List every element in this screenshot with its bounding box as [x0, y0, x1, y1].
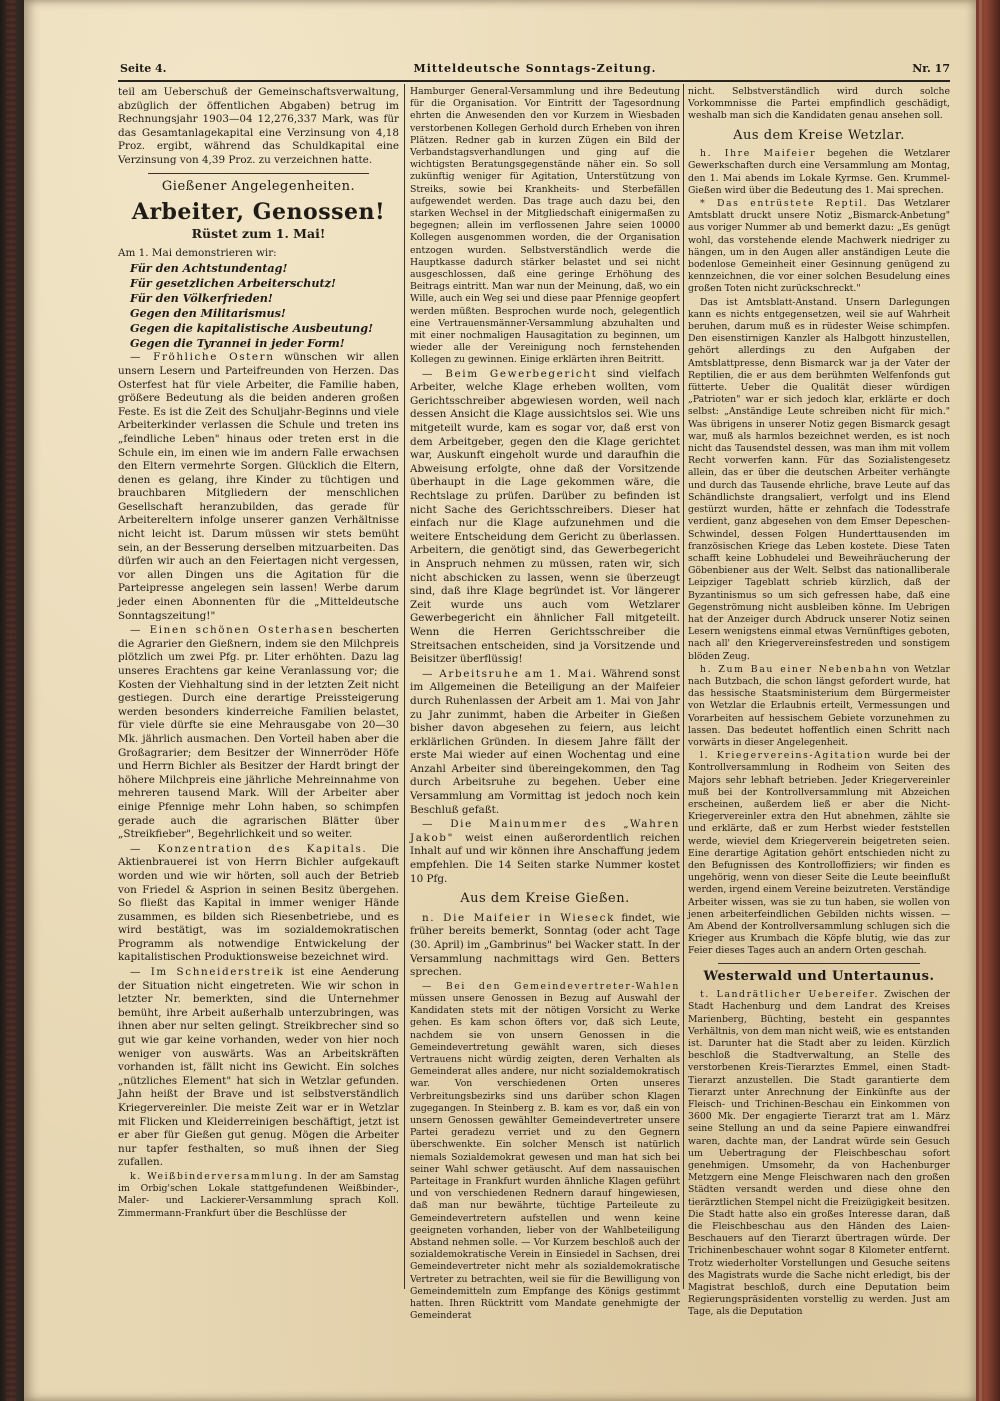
news-item	[118, 351, 399, 623]
item-text: weist einen außerordentlich reichen Inhalt auf und wir können ihre Anschaffung jedem empfehlen. Die 14 Seiten starke Nummer kostet 10 Pfg.	[410, 831, 680, 885]
section-heading: Gießener Angelegenheiten.	[161, 178, 356, 194]
slogan: Gegen die Tyrannei in jeder Form!	[130, 336, 345, 351]
item-text: Während sonst im Allgemeinen die Beteiligung an der Maifeier durch Ruhenlassen der Arbeit am 1. Mai von Jahr zu Jahr zunimmt, haben die Arbeiter in Gießen bisher davon abgesehen zu feiern, aus leicht erklärlichen Gründen. In diesem Jahre fällt der erste Mai wieder auf einen Wochentag und eine Anzahl Arbeiter sind übereingekommen, den Tag durch Arbeitsruhe zu begehen. Ueber eine Versammlung am Vormittag ist jedoch noch kein Beschluß gefaßt.	[410, 667, 680, 816]
item-text: sind vielfach Arbeiter, welche Klage erheben wollten, vom Gerichtsschreiber abgewiesen worden, weil nach dessen Ansicht die Klage aussichtslos sei. Wie uns mitgeteilt wurde, kam es sogar vor, daß erst von dem Arbeitgeber, gegen den die Klage gerichtet war, Auskunft eingeholt wurde und daraufhin die Abweisung erfolgte, ohne daß der Vorsitzende überhaupt in die Lage gekommen wäre, die Rechtslage zu prüfen. Darüber zu befinden ist nicht Sache des Gerichtsschreibers. Dieser hat einfach nur die Klage aufzunehmen und die weitere Entscheidung dem Gericht zu überlassen. Arbeitern, die genötigt sind, das Gewerbegericht in Anspruch nehmen zu müssen, raten wir, sich nicht abschicken zu lassen, wenn sie überzeugt sind, daß ihre Klage begründet ist. Vor längerer Zeit wurde uns auch vom Wetzlarer Gewerbegericht ein ähnlicher Fall mitgeteilt. Wenn die Herren Gerichtsschreiber die Streitsachen entscheiden, sind ja Vorsitzende und Beisitzer überflüssig!	[410, 367, 680, 666]
news-item	[688, 148, 950, 197]
slogan: Gegen den Militarismus!	[130, 306, 286, 321]
item-heading: — Die Mainummer des „Wahren Jakob"	[410, 818, 680, 844]
news-item	[118, 624, 399, 842]
lead-text: Am 1. Mai demonstrieren wir:	[118, 246, 277, 259]
column-3	[688, 86, 950, 1318]
item-heading: t. Landrätlicher Uebereifer.	[700, 989, 880, 1001]
item-heading: — Einen schönen Osterhasen	[130, 624, 335, 637]
page-header	[120, 58, 950, 80]
column-rule	[404, 84, 405, 1289]
item-text: bescherten die Agrarier den Gießnern, indem sie den Milchpreis plötzlich um zwei Pfg. pr. Liter erhöhten. Dazu lag unseres Erachtens gar keine Veranlassung vor; die Kosten der Viehhaltung sind in der letzten Zeit nicht gestiegen. Durch eine derartige Preissteigerung werden besonders kinderreiche Familien belastet, für viele dürfte sie eine Mehrausgabe von 20—30 Mk. jährlich ausmachen. Den Vorteil haben aber die Großagrarier; dem Besitzer der Winnerröder Höfe und Herrn Bichler als Besitzer der Hardt bringt der höhere Milchpreis eine jährliche Mehreinnahme von mehreren tausend Mark. Will der Arbeiter aber einige Pfennige mehr Lohn haben, so schimpfen gerade auch die agrarischen Blätter über „Streikfieber", Begehrlichkeit und so weiter.	[118, 624, 399, 841]
page-number: Seite 4.	[120, 62, 167, 75]
section-heading: Westerwald und Untertaunus.	[703, 968, 935, 984]
item-heading: h. Zum Bau einer Nebenbahn	[700, 663, 888, 675]
header-rule	[118, 80, 950, 82]
item-heading: * Das entrüstete Reptil.	[700, 198, 869, 210]
item-heading: — Bei den Gemeindevertreter-Wahlen	[422, 980, 680, 992]
item-heading: h. Ihre Maifeier	[700, 148, 817, 160]
item-text: Zwischen der Stadt Hachenburg und dem Landrat des Kreises Marienberg, Büchting, besteht ein gespanntes Verhältnis, von dem man nicht weiß, wie es entstanden ist. Darunter hat die Stadt aber zu leiden. Kürzlich beschloß die Stadtverwaltung, an Stelle des verstorbenen Kreis-Tierarztes Emmel, einen Stadt-Tierarzt anzustellen. Die Stadt garantierte dem Tierarzt unter Anrechnung der Einkünfte aus der Fleisch- und Trichinen-Beschau ein Einkommen von 3600 Mk. Der engagierte Tierarzt trat am 1. März seine Stellung an und da seine Papiere einwandfrei waren, dachte man, der Landrat würde sein Gesuch um Uebertragung der Fleischbeschau sofort genehmigen. Umsomehr, da von Hachenburger Metzgern eine Menge Fleischwaren nach den großen Städten versandt werden und diese ohne den tierärztlichen Stempel nicht die Freizügigkeit besitzen. Die Stadt hatte also ein großes Interesse daran, daß die Fleischbeschau aus den Händen des Laien-Beschauers auf den Tierarzt übertragen würde. Der Trichinenbeschauer wohnt sogar 8 Kilometer entfernt. Trotz wiederholter Vorstellungen und Gesuche seitens des Magistrats wurde die Sache nicht erledigt, bis der Magistrat beschloß, durch eine Deputation beim Regierungspräsidenten vorstellig zu werden. Just am Tage, als die Deputation	[688, 989, 950, 1318]
column-rule	[683, 84, 684, 1289]
news-item	[118, 1171, 399, 1220]
news-item	[688, 664, 950, 749]
item-text: Das Wetzlarer Amtsblatt druckt unsere Notiz „Bismarck-Anbetung" aus voriger Nummer ab und bemerkt dazu: „Es genügt wohl, das vorstehende elende Machwerk niedriger zu hängen, um in den Augen aller anständigen Leute die bodenlose Gemeinheit einer Gesinnung genügend zu kennzeichnen, die vor einer solchen Besudelung eines großen Toten nicht zurückschreckt."	[688, 198, 950, 295]
issue-number: Nr. 17	[912, 62, 950, 75]
news-item	[410, 912, 680, 980]
news-item	[118, 843, 399, 965]
item-text: wünschen wir allen unsern Lesern und Parteifreunden von Herzen. Das Osterfest hat für viele Arbeiter, die Familie haben, größere Bedeutung als die beiden anderen großen Feste. Es ist die Zeit des Schuljahr-Beginns und viele Arbeiterkinder verlassen die Schule und treten ins „feindliche Leben" hinaus oder treten erst in die Schule ein, im einen wie im andern Falle erwachsen den Eltern vermehrte Sorgen. Glücklich die Eltern, denen es gelang, ihre Kinder zu tüchtigen und brauchbaren Mitgliedern der menschlichen Gesellschaft heranzubilden, das gerade für Arbeitereltern infolge unserer ganzen Verhältnisse nicht leicht ist. Darum müssen wir stets bemüht sein, an der Besserung derselben mitzuarbeiten. Das dürfen wir auch an den Feiertagen nicht vergessen, vor allen Dingen uns die Agitation für die Parteipresse angelegen sein lassen! Werbe darum jeder einen Abonnenten für die „Mitteldeutsche Sonntagszeitung!"	[118, 351, 400, 622]
news-item	[688, 989, 950, 1318]
headline: Arbeiter, Genossen!	[131, 199, 386, 226]
item-text: wurde bei der Kontrollversammlung in Rodheim von Seiten des Majors sehr lebhaft betrieben. Jeder Kriegervereinler muß bei der Kontrollversammlung mit Abzeichen erscheinen, außerdem ließ er aber die Nicht-Kriegervereinler extra den Hut abnehmen, zählte sie und erklärte, daß er zum Herbst wieder feststellen werde, wieviel dem Kriegerverein beigetreten seien. Eine derartige Agitation gehört entschieden nicht zu den Befugnissen des Kontrolloffiziers; wir finden es ungehörig, wenn von dieser Seite die Leute beeinflußt werden, irgend einem Vereine beizutreten. Verständige Arbeiter wissen, was sie zu tun haben, sie wollen von jenen arbeiterfeindlichen Gebilden nichts wissen. — Am Abend der Kontrollversammlung schlugen sich die Krieger aus Krumbach die Köpfe blutig, wie das zur Feier dieses Tages auch an andern Orten geschah.	[688, 750, 950, 957]
slogan: Für den Achtstundentag!	[130, 261, 288, 276]
slogan: Für den Völkerfrieden!	[130, 291, 273, 306]
news-item	[410, 668, 680, 818]
news-item	[410, 981, 680, 1323]
news-item: Das ist Amtsblatt-Anstand. Unsern Darlegungen kann es nichts entgegensetzen, weil sie auf Wahrheit beruhen, darum muß es in rüdester Weise schimpfen. Den eisenstirnigen Kanzler als Halbgott hinzustellen, gehört allerdings zu den Aufgaben der Amtsblattpresse, denn Bismarck war ja der Vater der Reptilien, die er aus dem berühmten Welfenfonds gut fütterte. Ueber die Qualität dieser würdigen „Patrioten" war er sich jedoch klar, erklärte er doch selbst: „Anständige Leute schreiben nicht für mich." Was übrigens in unserer Notiz gegen Bismarck gesagt war, muß als harmlos bezeichnet werden, es ist noch nicht das Tausendstel dessen, was man ihm mit vollem Recht vorwerfen kann. Für das Sozialistengesetz allein, das er über die deutschen Arbeiter verhängte und durch das Tausende ehrliche, brave Leute auf das Schändlichste drangsaliert, verfolgt und ins Elend gestürzt wurden, hätte er zehnfach die Todesstrafe verdient, ganz abgesehen von dem Emser Depeschen-Schwindel, dessen Folgen Hunderttausenden im französischen Kriege das Leben kostete. Diese Taten schafft keine Lobhudelei und Beweihräucherung der Göbenbiener aus der Welt. Selbst das nationalliberale Leipziger Tageblatt schrieb kürzlich, daß der Byzantinismus so um sich gefressen habe, daß eine Gegenströmung nicht ausbleiben könne. Im Uebrigen hat der Anzeiger durch Abdruck unserer Notiz seinen Lesern wenigstens einmal etwas Vernünftiges geboten, nach all' den Kriegervereinsfestreden und sonstigem blöden Zeug.	[688, 296, 950, 662]
item-text: müssen unsere Genossen in Bezug auf Auswahl der Kandidaten stets mit der nötigen Vorsicht zu Werke gehen. Es kam schon öfters vor, daß sich Leute, nachdem sie von unsern Genossen in die Gemeindevertretung gewählt waren, sich dieses Vertrauens nicht würdig zeigten, deren Verhalten als Gemeinderat alles andere, nur nicht sozialdemokratisch war. Von verschiedenen Orten unseres Verbreitungsbezirks sind uns darüber schon Klagen zugegangen. In Steinberg z. B. kam es vor, daß ein von unsern Genossen gewählter Gemeindevertreter unsere Partei geradezu verriet und zu den Gegnern überschwenkte. Ein solcher Mensch ist natürlich niemals Sozialdemokrat gewesen und man hat sich bei seiner Wahl schwer getäuscht. Auf dem nassauischen Parteitage in Frankfurt wurden ähnliche Klagen geführt und von verschiedenen Rednern darauf hingewiesen, daß man nur bewährte, tüchtige Parteileute zu Gemeindevertretern aufstellen und wenn keine geeigneten vorhanden, lieber von der Wahlbeteiligung Abstand nehmen solle. — Vor Kurzem beschloß auch der sozialdemokratische Verein in Einsiedel in Sachsen, drei Gemeindevertreter nicht mehr als sozialdemokratische Vertreter zu betrachten, weil sie für die Bewilligung von Gemeindemitteln zum Empfange des Königs gestimmt hatten. Ihren Rücktritt vom Mandate genehmigte der Gemeinderat	[410, 993, 680, 1322]
slogan: Für gesetzlichen Arbeiterschutz!	[130, 276, 336, 291]
section-divider	[148, 173, 369, 174]
item-heading: k. Weißbinderversammlung.	[130, 1170, 304, 1182]
column-2	[410, 86, 680, 1322]
newspaper-title: Mitteldeutsche Sonntags-Zeitung.	[413, 62, 657, 75]
binding-stripe	[6, 0, 16, 1401]
item-text: Die Aktienbrauerei ist von Herrn Bichler aufgekauft worden und wie wir hörten, soll auch der Betrieb von Friedel & Asprion in seinen Besitz übergehen. So fließt das Kapital in immer weniger Hände zusammen, es bilden sich Riesenbetriebe, und es wird bestätigt, was im sozialdemokratischen Programm als notwendige Entwickelung der kapitalistischen Produktionsweise bezeichnet wird.	[118, 842, 399, 964]
article-continuation: Hamburger General-Versammlung und ihre Bedeutung für die Organisation. Vor Eintritt der Tagesordnung ehrten die Anwesenden den vor Kurzem in Wiesbaden verstorbenen Kollegen Gerhold durch Erheben von ihren Plätzen. Redner gab in kurzen Zügen ein Bild der Verbandstagsverhandlungen und ging auf die wichtigsten Beratungsgegenstände näher ein. So soll zukünftig weniger für Agitation, Unterstützung von Streiks, sowie bei Krankheits- und Sterbefällen aufgewendet werden. Das trage auch dazu bei, den starken Wechsel in der Mitgliedschaft einigermaßen zu begegnen; allein im verflossenen Jahre seien 10000 Kollegen ausgenommen worden, die der Organisation entzogen wurden. Selbstverständlich werde die Hauptkasse dadurch stärker belastet und sei nicht ausgeschlossen, daß eine geringe Erhöhung des Beitrags eintritt. Man war nun der Meinung, daß, wo ein Wille, auch ein Weg sei und diese paar Pfennige geopfert werden müßten. Besprochen wurde noch, gelegentlich eine Vertrauensmänner-Versammlung abzuhalten und mit einer nochmaligen Hausagitation zu beginnen, um wieder alle der Vereinigung noch fernstehenden Kollegen zu gewinnen. Einige erklärten ihren Beitritt.	[410, 86, 680, 366]
item-heading: — Beim Gewerbegericht	[422, 367, 598, 380]
item-heading: n. Die Maifeier in Wieseck	[422, 911, 615, 924]
section-heading: Aus dem Kreise Wetzlar.	[733, 127, 905, 143]
column-1	[118, 86, 399, 1286]
news-item	[688, 198, 950, 296]
item-text: findet, wie früher bereits bemerkt, Sonntag (oder acht Tage (30. April) im „Gambrinus" bei Wacker statt. In der Versammlung nachmittags wird Gen. Betters sprechen.	[410, 911, 680, 979]
item-text: In der am Samstag im Orbig'schen Lokale stattgefundenen Weißbinder-, Maler- und Lackierer-Versammlung sprach Koll. Zimmermann-Frankfurt über die Beschlüsse der	[118, 1170, 399, 1219]
news-item	[118, 966, 399, 1170]
cover-edge	[976, 0, 1000, 1401]
slogan: Gegen die kapitalistische Ausbeutung!	[130, 321, 374, 336]
item-heading: — Im Schneiderstreik	[130, 966, 285, 979]
item-heading: — Fröhliche Ostern	[130, 351, 275, 364]
item-text: ist eine Aenderung der Situation nicht eingetreten. Wie wir schon in letzter Nr. bemerkten, sind die Unternehmer bemüht, ihre Arbeit außerhalb unterzubringen, was ihnen aber nur selten gelingt. Streikbrecher sind so gut wie gar keine vorhanden, weder von hier noch weniger von auswärts. Was an Arbeitskräften vorhanden ist, fällt nicht ins Gewicht. Ein solches „nützliches Element" hat sich in Wetzlar gefunden. Jahn heißt der Brave und ist selbstverständlich Kriegervereinler. Die meiste Zeit war er in Wetzlar mit Flicken und Kleiderreinigen beschäftigt, jetzt ist er aber für Gießen gut genug. Mögen die Arbeiter nur tapfer festhalten, so muß ihnen der Sieg zufallen.	[118, 966, 399, 1169]
news-item	[688, 750, 950, 957]
book-binding	[0, 0, 24, 1401]
item-heading: — Konzentration des Kapitals.	[130, 842, 368, 855]
section-heading: Aus dem Kreise Gießen.	[460, 891, 630, 907]
article-continuation: nicht. Selbstverständlich wird durch solche Vorkommnisse die Partei empfindlich geschädigt, weshalb man sich die Kandidaten genau ansehen soll.	[688, 86, 950, 122]
news-item	[410, 368, 680, 667]
subheadline: Rüstet zum 1. Mai!	[191, 226, 326, 242]
item-heading: l. Kriegervereins-Agitation	[700, 750, 872, 762]
section-divider	[718, 963, 920, 964]
article-continuation: teil am Ueberschuß der Gemeinschaftsverwaltung, abzüglich der öffentlichen Abgaben) betrug im Rechnungsjahr 1903—04 12,276,337 Mark, was für das Gesamtanlagekapital eine Verzinsung von 4,18 Proz. ergibt, während das Schuldkapital eine Verzinsung von 4,39 Proz. zu verzeichnen hatte.	[118, 86, 399, 166]
item-heading: — Arbeitsruhe am 1. Mai.	[422, 667, 598, 680]
item-text: von Wetzlar nach Butzbach, die schon längst gefordert wurde, hat das hessische Staatsministerium dem Bürgermeister von Wetzlar die Erlaubnis erteilt, Vermessungen und Vorarbeiten auf hessischem Gebiete vorzunehmen zu lassen. Das bedeutet hoffentlich einen Schritt nach vorwärts in dieser Angelegenheit.	[688, 663, 950, 748]
item-text: begehen die Wetzlarer Gewerkschaften durch eine Versammlung am Montag, den 1. Mai abends im Lokale Kyrmse. Gen. Krummel-Gießen wird über die Bedeutung des 1. Mai sprechen.	[688, 148, 950, 196]
news-item	[410, 818, 680, 886]
